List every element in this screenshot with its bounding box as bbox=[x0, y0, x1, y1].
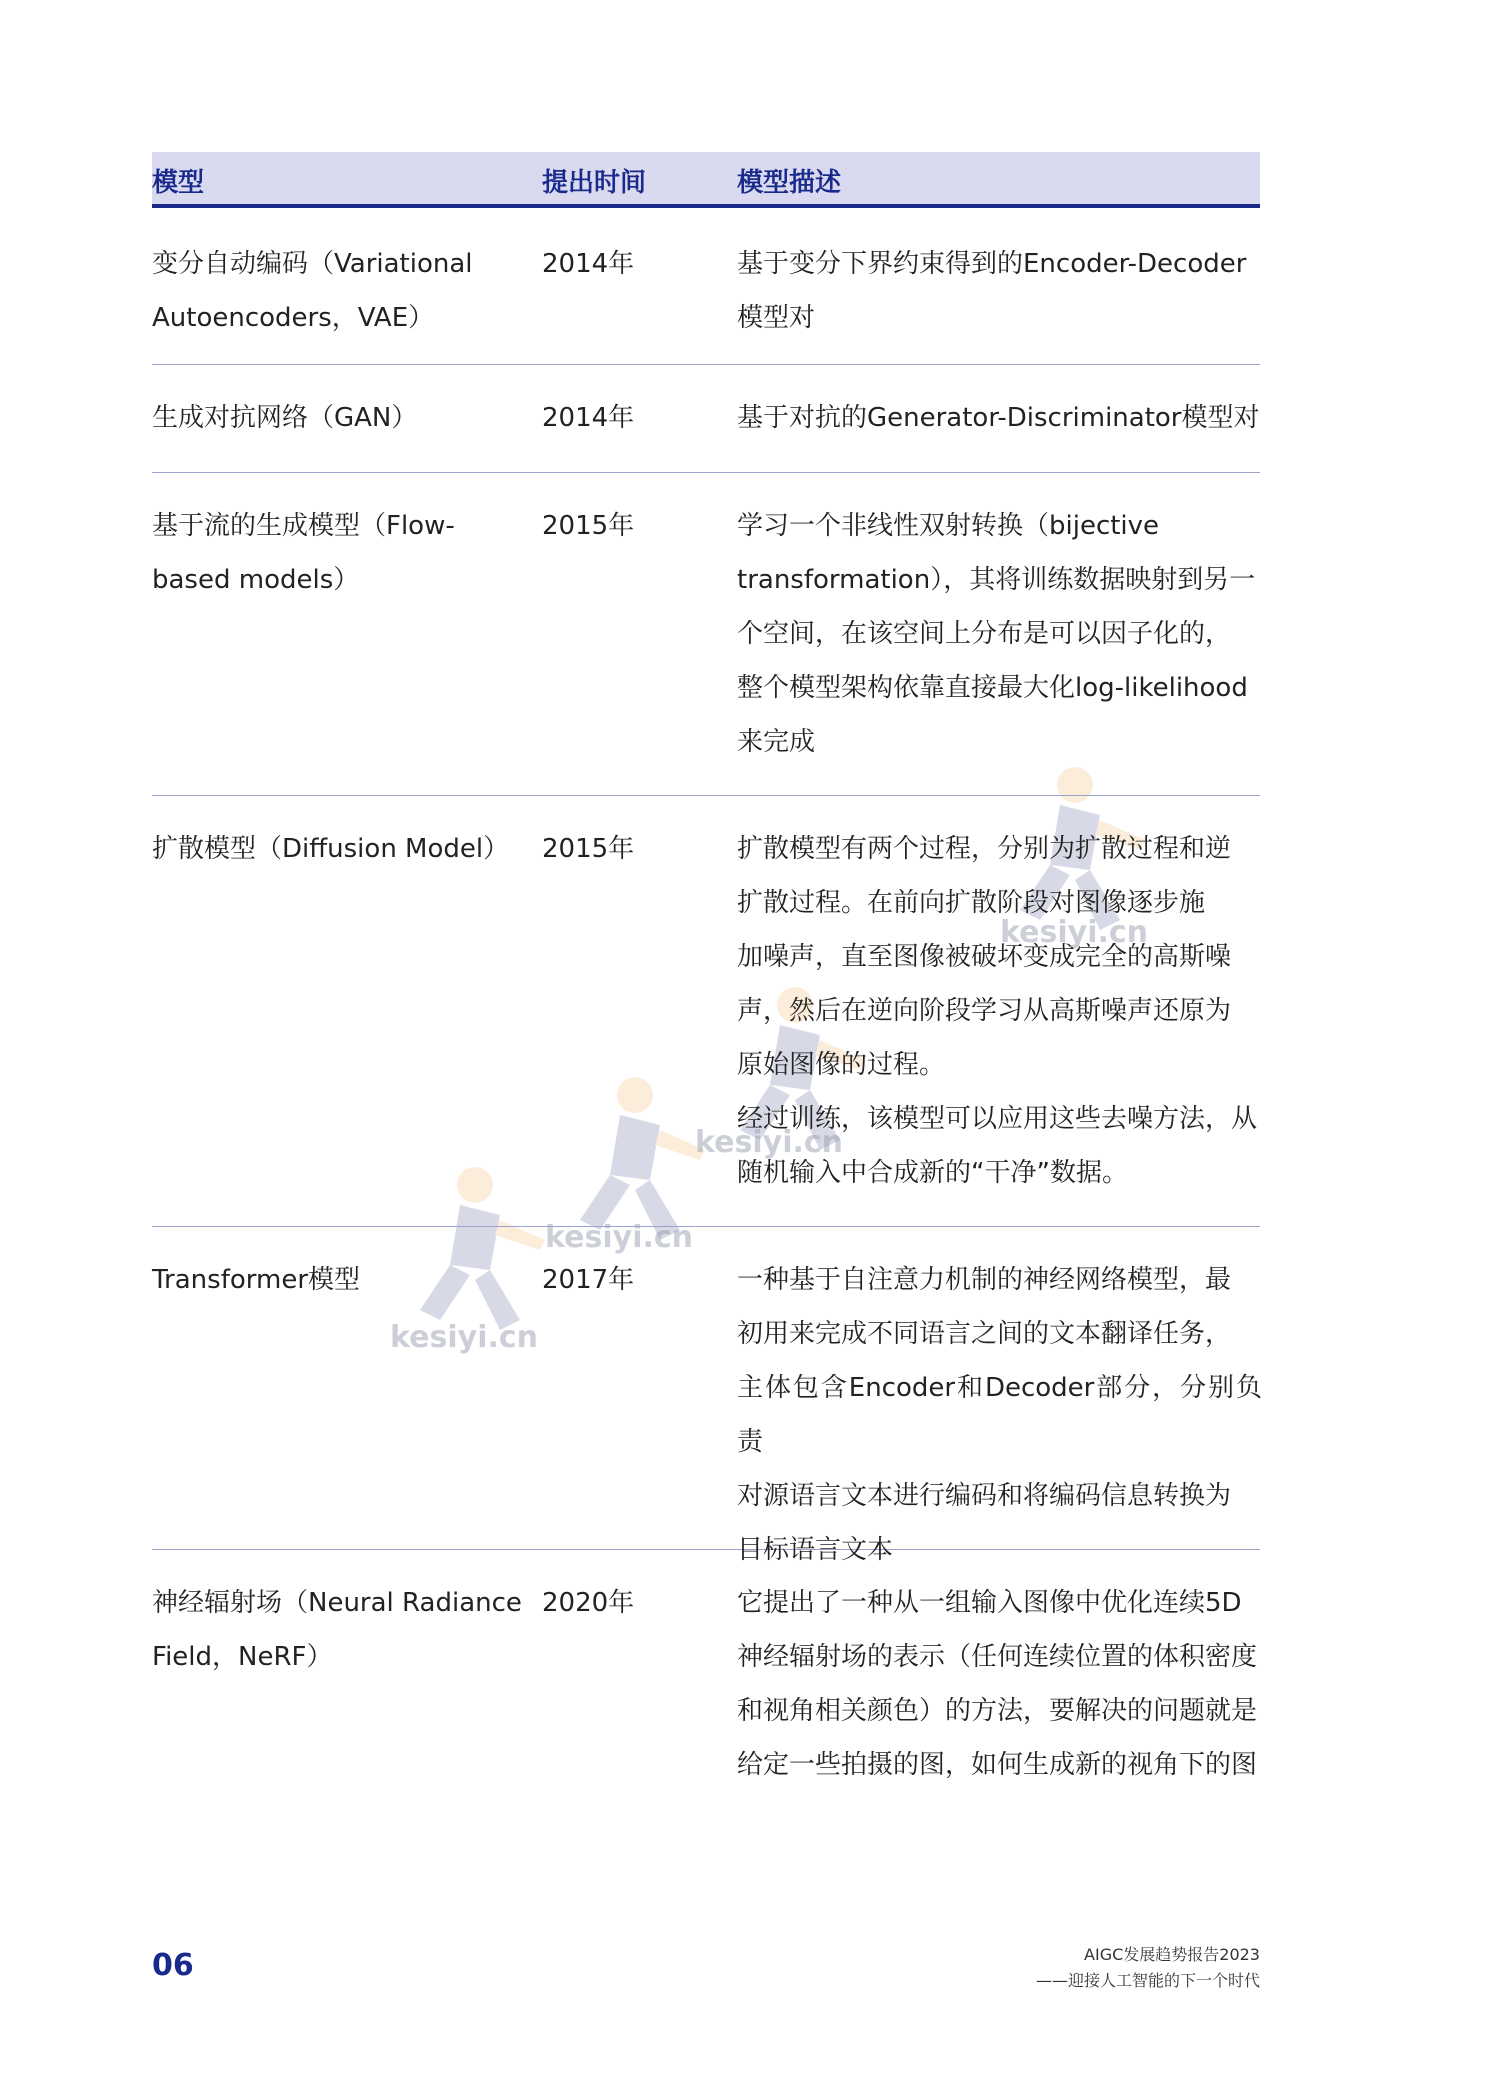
table-row bbox=[152, 1550, 1260, 1820]
report-title: AIGC发展趋势报告2023 bbox=[1084, 1945, 1260, 1964]
cell-model: 生成对抗网络（GAN） bbox=[152, 403, 418, 433]
table-row bbox=[152, 1227, 1262, 1565]
table-row bbox=[152, 796, 1260, 1227]
table-header bbox=[152, 152, 1260, 208]
cell-description: 基于对抗的Generator-Discriminator模型对 bbox=[737, 403, 1260, 433]
table-row bbox=[152, 208, 1260, 365]
cell-year: 2014年 bbox=[542, 249, 635, 279]
models-table bbox=[152, 152, 1260, 1820]
cell-model: 基于流的生成模型（Flow- based models） bbox=[152, 511, 455, 595]
watermark-text: kesiyi.cn bbox=[695, 1125, 844, 1160]
table-row bbox=[152, 365, 1260, 473]
watermark-text: kesiyi.cn bbox=[1000, 915, 1149, 950]
cell-model: 变分自动编码（Variational Autoencoders，VAE） bbox=[152, 249, 473, 333]
cell-description: 一种基于自注意力机制的神经网络模型，最 初用来完成不同语言之间的文本翻译任务， 主体包含Encoder和Decoder部分，分别负责 对源语言文本进行编码和将编码信息转换为 目标语言文本 bbox=[737, 1265, 1262, 1565]
cell-year: 2014年 bbox=[542, 403, 635, 433]
cell-year: 2017年 bbox=[542, 1265, 635, 1295]
header-model: 模型 bbox=[152, 168, 205, 198]
watermark-text: kesiyi.cn bbox=[390, 1320, 539, 1355]
page-number: 06 bbox=[152, 1948, 194, 1983]
cell-model: 神经辐射场（Neural Radiance Field，NeRF） bbox=[152, 1588, 522, 1672]
table-row bbox=[152, 473, 1260, 796]
cell-year: 2020年 bbox=[542, 1588, 635, 1618]
cell-year: 2015年 bbox=[542, 511, 635, 541]
header-description: 模型描述 bbox=[737, 168, 842, 198]
cell-model: 扩散模型（Diffusion Model） bbox=[152, 834, 510, 864]
watermark-text: kesiyi.cn bbox=[545, 1220, 694, 1255]
cell-year: 2015年 bbox=[542, 834, 635, 864]
report-subtitle: ——迎接人工智能的下一个时代 bbox=[1035, 1971, 1260, 1990]
cell-model: Transformer模型 bbox=[152, 1265, 361, 1295]
cell-description: 它提出了一种从一组输入图像中优化连续5D 神经辐射场的表示（任何连续位置的体积密度 和视角相关颜色）的方法，要解决的问题就是 给定一些拍摄的图，如何生成新的视角下的图 bbox=[737, 1588, 1258, 1780]
cell-description: 基于变分下界约束得到的Encoder-Decoder 模型对 bbox=[737, 249, 1247, 333]
header-year: 提出时间 bbox=[542, 168, 647, 198]
cell-description: 学习一个非线性双射转换（bijective transformation），其将训练数据映射到另一 个空间，在该空间上分布是可以因子化的， 整个模型架构依靠直接最大化log-likelihood 来完成 bbox=[737, 511, 1256, 757]
cell-description: 扩散模型有两个过程，分别为扩散过程和逆 扩散过程。在前向扩散阶段对图像逐步施 加噪声，直至图像被破坏变成完全的高斯噪 声，然后在逆向阶段学习从高斯噪声还原为 原始图像的过程。 经过训练，该模型可以应用这些去噪方法，从 随机输入中合成新的“干净”数据。 bbox=[737, 834, 1258, 1188]
